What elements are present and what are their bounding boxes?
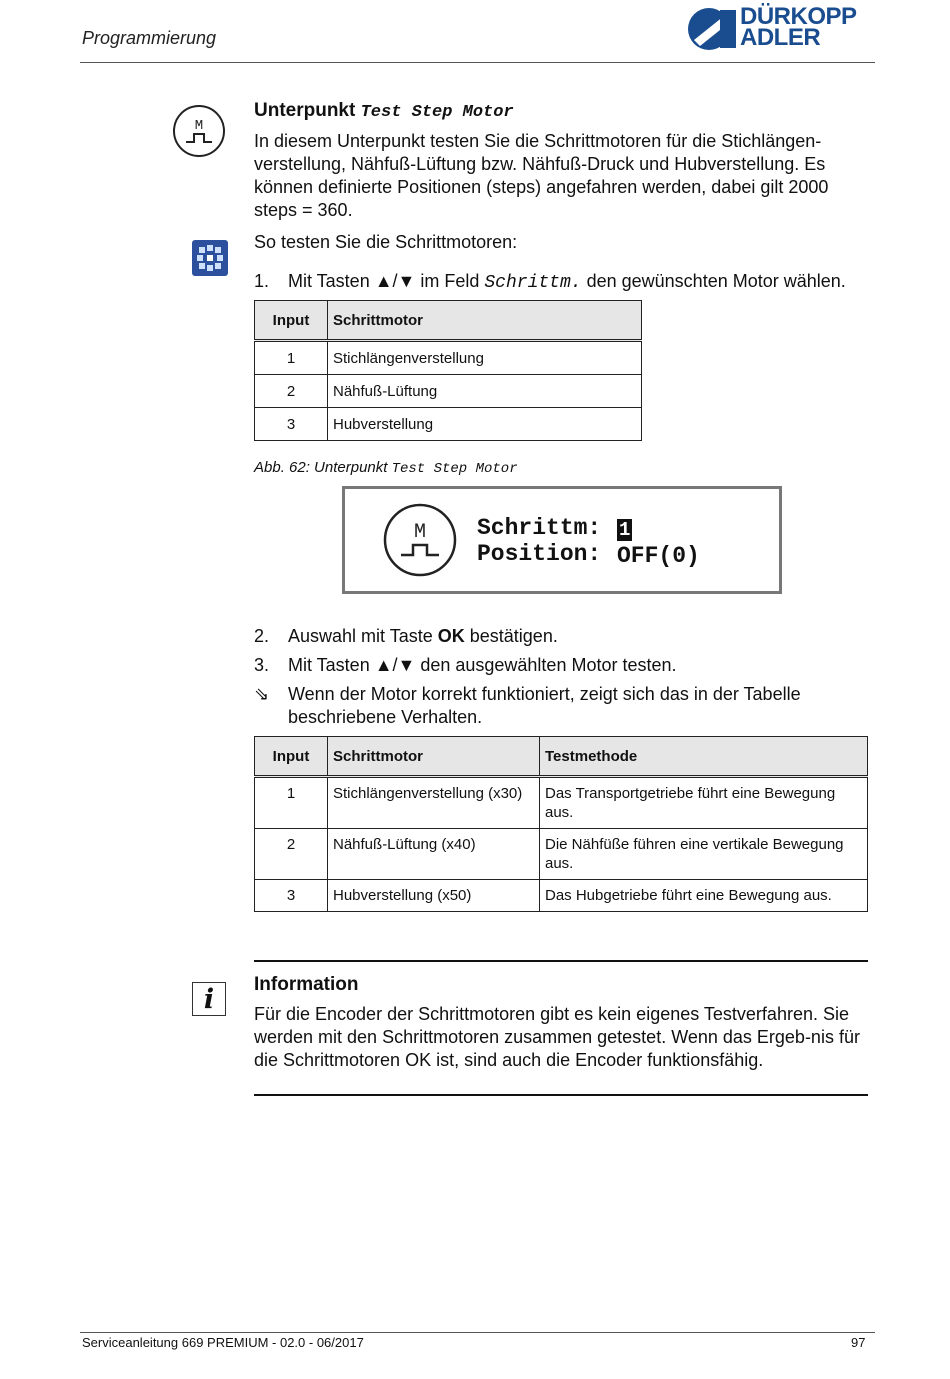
table2-cell: Nähfuß-Lüftung (x40) <box>328 829 540 880</box>
brand-logo-icon <box>686 6 738 52</box>
result-arrow-icon: ⇘ <box>254 684 270 704</box>
header-rule <box>80 62 875 63</box>
motor-table <box>254 300 642 441</box>
table2-cell: Das Hubgetriebe führt eine Bewegung aus. <box>540 880 868 912</box>
step-3-text: Mit Tasten ▲/▼ den ausgewählten Motor testen. <box>288 655 677 675</box>
step-2-pre: Auswahl mit Taste <box>288 626 433 646</box>
table2-header-method: Testmethode <box>540 737 868 777</box>
table1-cell: Nähfuß-Lüftung <box>328 375 642 408</box>
section-title-prefix: Unterpunkt <box>254 100 356 121</box>
table-row <box>255 408 642 441</box>
brand-name <box>740 3 857 51</box>
table1-header-motor: Schrittmotor <box>328 301 642 341</box>
display-value-step-motor: 1 <box>619 519 631 541</box>
brand-line1: DÜRKOPP <box>740 3 857 30</box>
info-title: Information <box>254 974 359 995</box>
step-2-post: bestätigen. <box>469 626 558 646</box>
footer-rule <box>80 1332 875 1333</box>
section-title-code: Test Step Motor <box>360 103 514 122</box>
table1-cell: 1 <box>255 341 328 375</box>
header-title: Programmierung <box>82 28 217 48</box>
table-row <box>255 341 642 375</box>
table2-cell: 1 <box>255 777 328 829</box>
brand-line2: ADLER <box>740 24 821 51</box>
result-note <box>254 683 874 731</box>
table2-header-input: Input <box>255 737 328 777</box>
table2-cell: 3 <box>255 880 328 912</box>
step-3 <box>254 654 874 678</box>
table2-cell: Hubverstellung (x50) <box>328 880 540 912</box>
step-motor-icon <box>172 104 226 158</box>
info-text: Für die Encoder der Schrittmotoren gibt es kein eigenes Testverfahren. Sie werden mit den Schrittmotoren zusammen getestet. Wenn das Ergeb-nis für die Schrittmotoren OK ist, sind auch die Encoder funktionsfähig. <box>254 1004 860 1070</box>
info-rule-top <box>254 960 868 962</box>
table2-cell: Stichlängenverstellung (x30) <box>328 777 540 829</box>
info-icon <box>192 982 226 1016</box>
footer-page-number: 97 <box>851 1335 866 1350</box>
brand-logo <box>686 3 870 54</box>
step-1-code: Schrittm. <box>484 273 582 293</box>
step-2-key: OK <box>437 626 465 646</box>
display-label-step-motor: Schrittm: <box>477 515 602 541</box>
step-2-text <box>288 625 558 648</box>
table1-header-input: Input <box>255 301 328 341</box>
step-2 <box>254 625 874 649</box>
result-text: Wenn der Motor korrekt funktioniert, zeigt sich das in der Tabelle beschriebene Verhalten. <box>288 684 801 727</box>
table-row <box>255 777 868 829</box>
step-1-post: den gewünschten Motor wählen. <box>586 271 846 291</box>
table1-cell: 3 <box>255 408 328 441</box>
table2-cell: Die Nähfüße führen eine vertikale Bewegung aus. <box>540 829 868 880</box>
display-motor-icon <box>383 503 457 577</box>
figure-caption <box>254 459 518 477</box>
table1-cell: Stichlängenverstellung <box>328 341 642 375</box>
info-rule-bottom <box>254 1094 868 1096</box>
step-1-text <box>288 270 846 295</box>
table1-cell: 2 <box>255 375 328 408</box>
table2-cell: Das Transportgetriebe führt eine Bewegung aus. <box>540 777 868 829</box>
control-panel-display <box>342 486 782 594</box>
table1-cell: Hubverstellung <box>328 408 642 441</box>
table2-cell: 2 <box>255 829 328 880</box>
info-icon-letter: i <box>203 984 215 1015</box>
display-label-position: Position: <box>477 541 602 567</box>
table-row <box>255 829 868 880</box>
caption-code: Test Step Motor <box>391 461 518 477</box>
step-2-number: 2. <box>254 626 270 646</box>
caption-prefix: Abb. 62: Unterpunkt <box>254 459 388 476</box>
footer-document-info: Serviceanleitung 669 PREMIUM - 02.0 - 06/2017 <box>82 1335 364 1350</box>
display-icon-letter: M <box>413 521 427 544</box>
section-intro: In diesem Unterpunkt testen Sie die Schrittmotoren für die Stichlängen-verstellung, Nähfuß-Lüftung bzw. Nähfuß-Druck und Hubverstellung. Es können definierte Positionen (steps) angefahren werden, dabei gilt 2000 steps = 360. <box>254 131 829 220</box>
table-row <box>255 375 642 408</box>
table2-header-motor: Schrittmotor <box>328 737 540 777</box>
step-1-pre: Mit Tasten ▲/▼ im Feld <box>288 271 480 291</box>
motor-test-table <box>254 736 868 912</box>
step-3-number: 3. <box>254 655 270 675</box>
procedure-icon <box>192 240 228 276</box>
table-row <box>255 880 868 912</box>
section-title <box>254 100 514 122</box>
step-1-number: 1. <box>254 271 270 291</box>
motor-icon-letter: M <box>194 118 204 134</box>
step-1 <box>254 270 874 294</box>
display-value-position: OFF(0) <box>617 543 700 569</box>
procedure-intro: So testen Sie die Schrittmotoren: <box>254 232 518 252</box>
